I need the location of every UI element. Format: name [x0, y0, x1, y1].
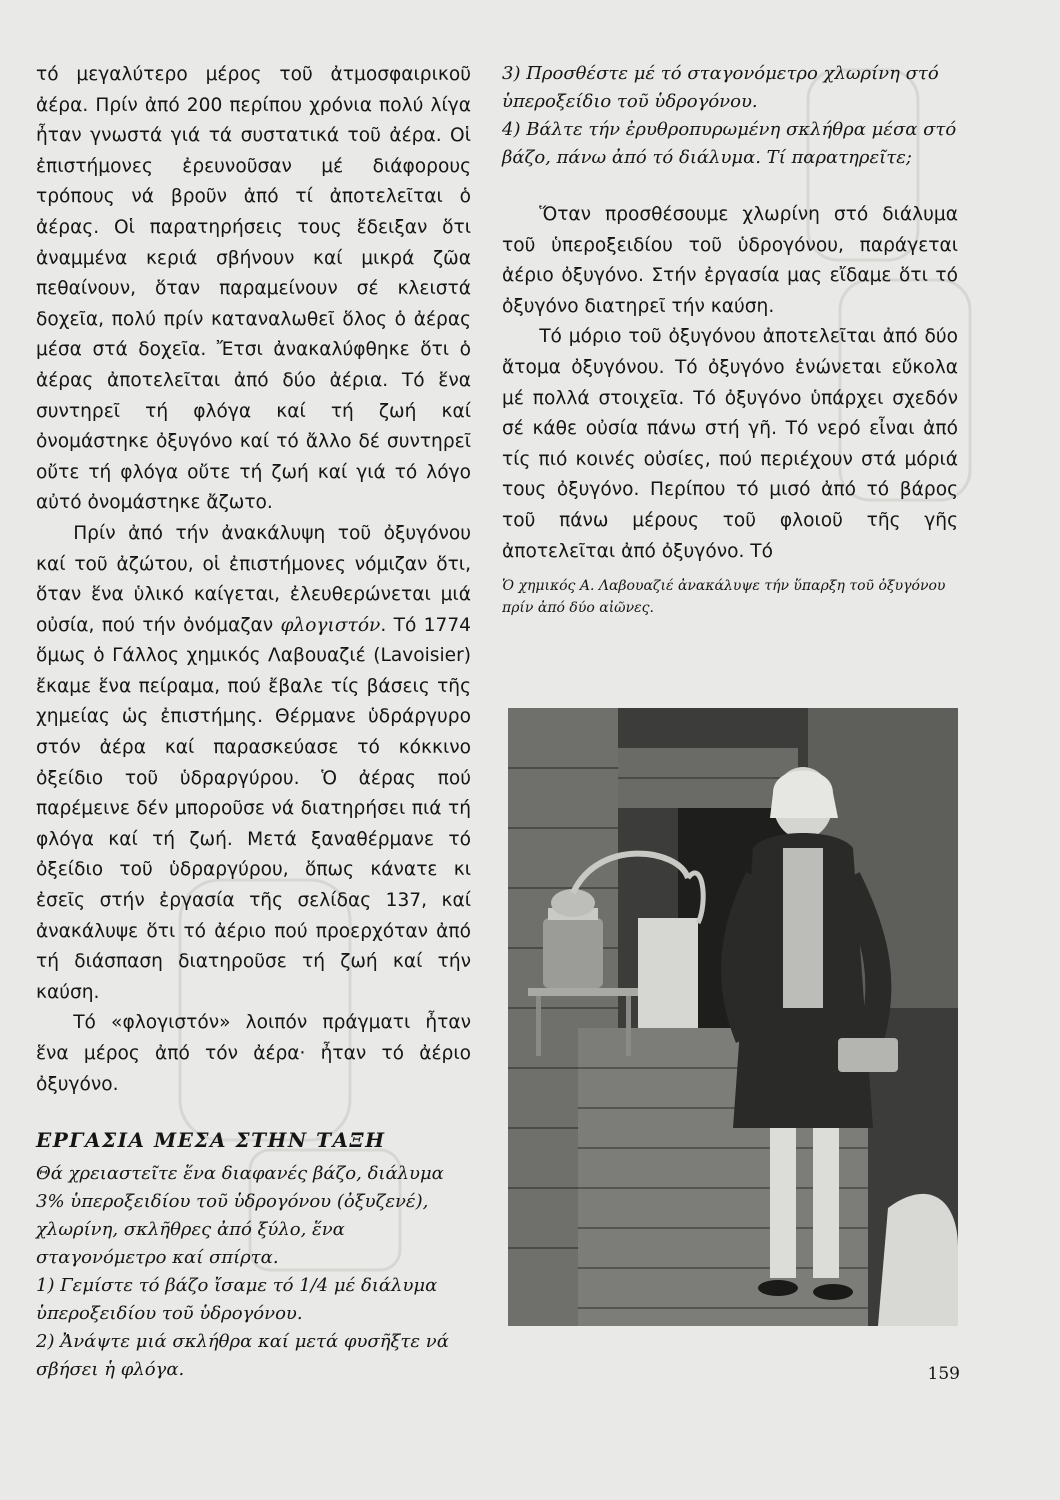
page-number: 159: [927, 1364, 960, 1384]
section-heading: ΕΡΓΑΣΙΑ ΜΕΣΑ ΣΤΗΝ ΤΑΞΗ: [36, 1128, 386, 1153]
lavoisier-illustration: [508, 708, 958, 1326]
paragraph-phlogiston-end: . Τό 1774 ὅμως ὁ Γάλλος χημικός Λαβουαζιέ (Lavoisier) ἔκαμε ἕνα πείραμα, πού ἔβαλε τίς βάσεις τῆς χημείας ὡς ἐπιστήμης. Θέρμανε ὑδράργυρο στόν ἀέρα καί παρασκεύασε τό κόκκινο ὀξείδιο τοῦ ὑδραργύρου. Ὁ ἀέρας πού παρέμεινε δέν μποροῦσε νά διατηρήσει πιά τή φλόγα καί τή ζωή. Μετά ξαναθέρμανε τό ὀξείδιο τοῦ ὑδραργύρου, ὅπως κάνατε κι ἐσεῖς στήν ἐργασία τῆς σελίδας 137, καί ἀνακάλυψε ὅτι τό ἀέριο πού προερχόταν ἀπό τή διάσπαση διατηροῦσε τή ζωή καί τήν καύση.: [36, 614, 471, 1003]
right-column: [502, 60, 958, 619]
paragraph-oxygen-molecule: Τό μόριο τοῦ ὀξυγόνου ἀποτελεῖται ἀπό δύο ἄτομα ὀξυγόνου. Τό ὀξυγόνο ἑνώνεται εὔκολα μέ πολλά στοιχεῖα. Τό ὀξυγόνο ὑπάρχει σχεδόν σέ κάθε οὐσία πάνω στή γῆ. Τό νερό εἶναι ἀπό τίς πιό κοινές οὐσίες, πού περιέχουν στά μόριά τους ὀξυγόνο. Περίπου τό μισό ἀπό τό βάρος τοῦ πάνω μέρους τοῦ φλοιοῦ τῆς γῆς ἀποτελεῖται ἀπό ὀξυγόνο. Τό: [502, 326, 958, 562]
paragraph-phlogiston-start: Πρίν ἀπό τήν ἀνακάλυψη τοῦ ὀξυγόνου καί τοῦ ἀζώτου, οἱ ἐπιστήμονες νόμιζαν ὅτι, ὅταν ἕνα ὑλικό καίγεται, ἐλευθερώνεται μιά οὐσία, πού τήν ὀνόμαζαν: [36, 522, 471, 636]
paragraph-phlogiston: [36, 519, 471, 1009]
instruction-step-1: 1) Γεμίστε τό βάζο ἴσαμε τό 1/4 μέ διάλυμα ὑπεροξειδίου τοῦ ὑδρογόνου.: [36, 1275, 438, 1325]
lavoisier-photo: [508, 708, 958, 1326]
instruction-step-4: 4) Βάλτε τήν ἐρυθροπυρωμένη σκλήθρα μέσα στό βάζο, πάνω ἀπό τό διάλυμα. Τί παρατηρεῖτε;: [502, 119, 957, 168]
instruction-step-3: 3) Προσθέστε μέ τό σταγονόμετρο χλωρίνη στό ὑπεροξείδιο τοῦ ὑδρογόνου.: [502, 63, 939, 112]
paragraph-conclusion: Τό «φλογιστόν» λοιπόν πράγματι ἦταν ἕνα μέρος ἀπό τόν ἀέρα· ἦταν τό ἀέριο ὀξυγόνο.: [36, 1012, 471, 1095]
figure-caption: Ὁ χημικός Α. Λαβουαζιέ ἀνακάλυψε τήν ὕπαρξη τοῦ ὀξυγόνου πρίν ἀπό δύο αἰῶνες.: [502, 578, 946, 617]
instruction-step-2: 2) Ἀνάψτε μιά σκλήθρα καί μετά φυσῆξτε νά σβήσει ἡ φλόγα.: [36, 1331, 449, 1381]
left-column: [36, 60, 471, 1384]
paragraph-air-composition: τό μεγαλύτερο μέρος τοῦ ἀτμοσφαιρικοῦ ἀέρα. Πρίν ἀπό 200 περίπου χρόνια πολύ λίγα ἦταν γνωστά γιά τά συστατικά τοῦ ἀέρα. Οἱ ἐπιστήμονες ἐρευνοῦσαν μέ διάφορους τρόπους νά βροῦν ἀπό τί ἀποτελεῖται ὁ ἀέρας. Οἱ παρατηρήσεις τους ἔδειξαν ὅτι ἀναμμένα κεριά σβήνουν καί μικρά ζῶα πεθαίνουν, ὅταν παραμείνουν σέ κλειστά δοχεῖα, πολύ πρίν καταναλωθεῖ ὅλος ὁ ἀέρας μέσα στά δοχεῖα. Ἔτσι ἀνακαλύφθηκε ὅτι ὁ ἀέρας ἀποτελεῖται ἀπό δύο ἀέρια. Τό ἕνα συντηρεῖ τή φλόγα καί τή ζωή καί ὀνομάστηκε ὀξυγόνο καί τό ἄλλο δέ συντηρεῖ οὔτε τή φλόγα οὔτε τή ζωή καί γιά τό λόγο αὐτό ὀνομάστηκε ἄζωτο.: [36, 64, 471, 514]
paragraph-experiment-result: Ὅταν προσθέσουμε χλωρίνη στό διάλυμα τοῦ ὑπεροξειδίου τοῦ ὑδρογόνου, παράγεται ἀέριο ὀξυγόνο. Στήν ἐργασία μας εἴδαμε ὅτι τό ὀξυγόνο διατηρεῖ τήν καύση.: [502, 204, 958, 317]
materials-list: Θά χρειαστεῖτε ἕνα διαφανές βάζο, διάλυμα 3% ὑπεροξειδίου τοῦ ὑδρογόνου (ὀξυζενέ), χλωρίνη, σκλῆθρες ἀπό ξύλο, ἕνα σταγονόμετρο καί σπίρτα.: [36, 1163, 444, 1269]
phlogiston-term: φλογιστόν: [280, 614, 381, 636]
